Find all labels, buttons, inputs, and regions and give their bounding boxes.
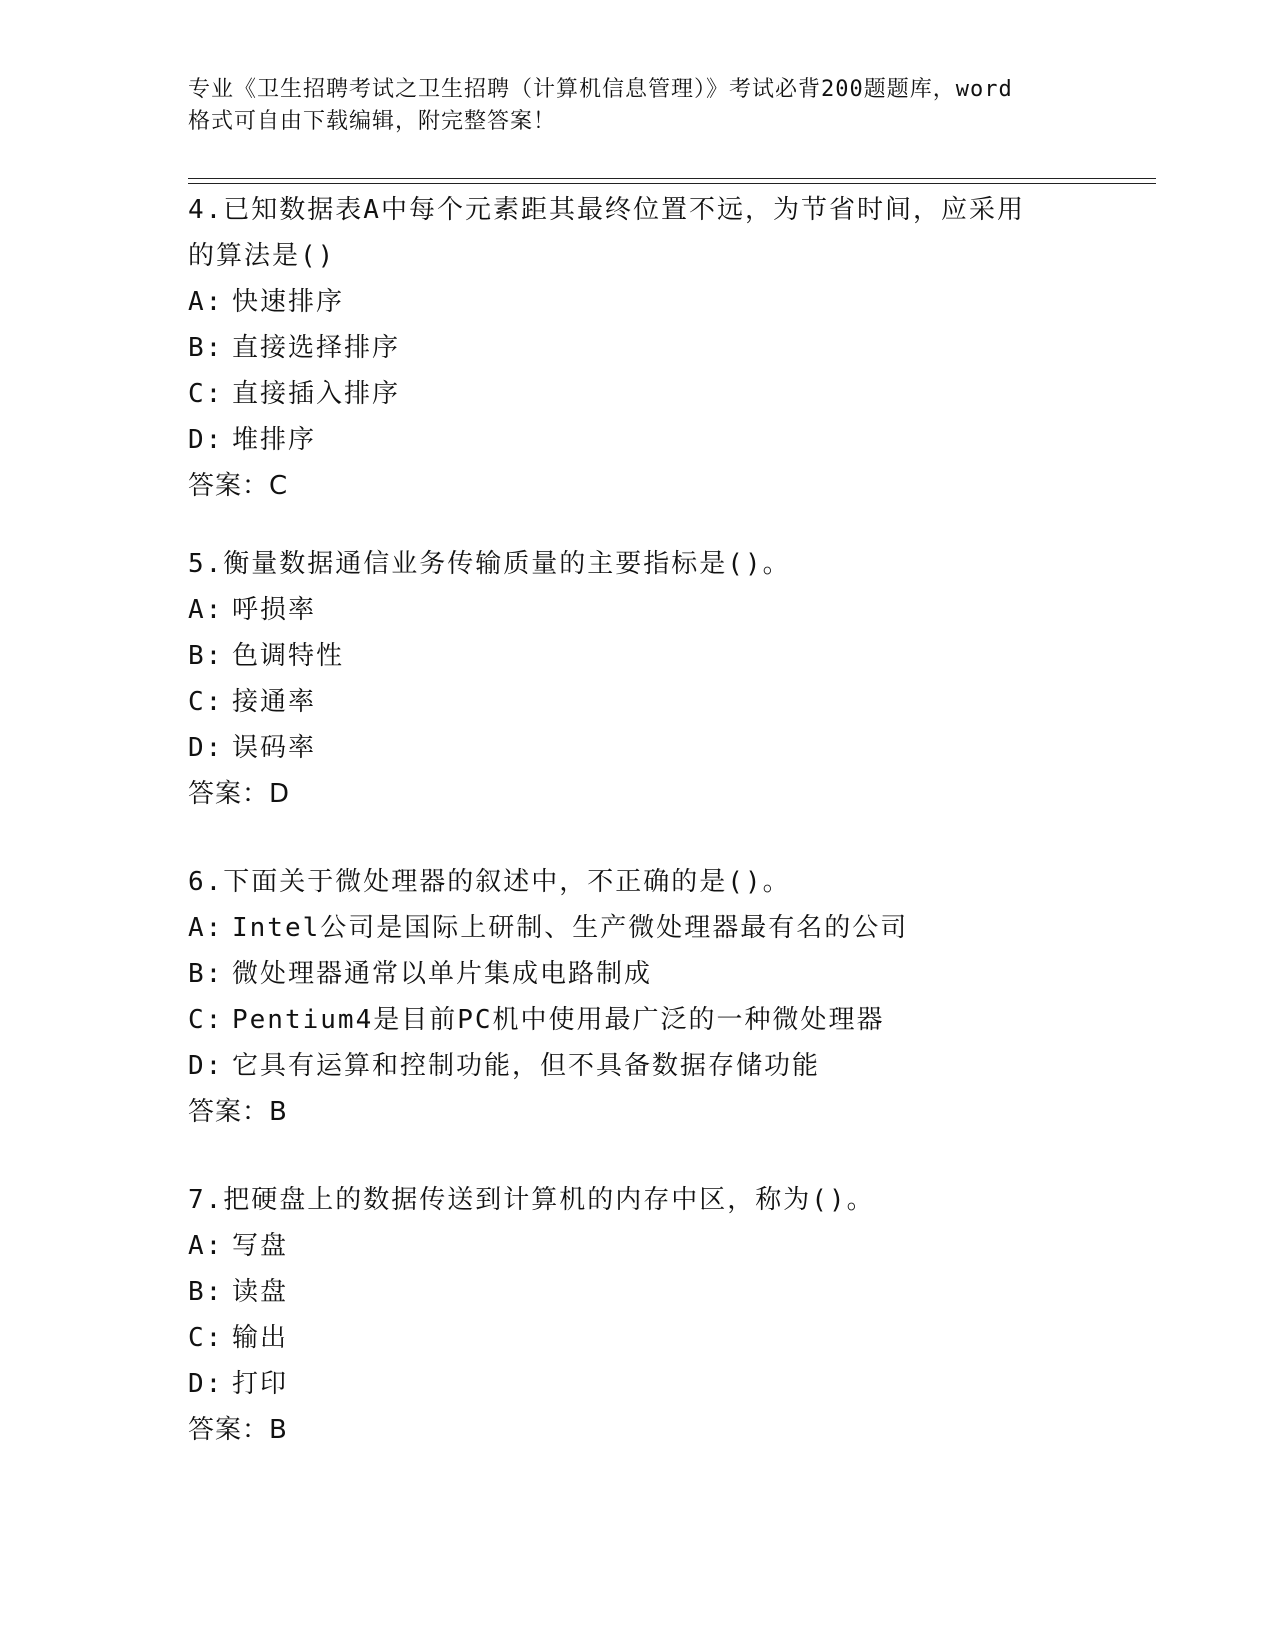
option-letter: B:: [188, 1277, 224, 1307]
option-text: 输出: [232, 1323, 289, 1353]
option-text: 快速排序: [232, 287, 345, 317]
answer-line: 答案：D: [188, 779, 291, 809]
question-block: [188, 541, 1088, 817]
option-c: [188, 997, 1088, 1043]
option-a: [188, 587, 1088, 633]
header-divider-bottom: [188, 183, 1156, 184]
question-stem-line: 6.下面关于微处理器的叙述中，不正确的是()。: [188, 867, 791, 897]
option-text: 直接插入排序: [232, 379, 401, 409]
option-letter: C:: [188, 379, 224, 409]
option-letter: A:: [188, 595, 224, 625]
option-letter: B:: [188, 959, 224, 989]
question-block: [188, 859, 1088, 1135]
option-d: [188, 725, 1088, 771]
answer-line: 答案：C: [188, 471, 289, 501]
option-letter: B:: [188, 641, 224, 671]
question-stem-line: 5.衡量数据通信业务传输质量的主要指标是()。: [188, 549, 791, 579]
question-stem-line: 的算法是(): [188, 241, 336, 271]
option-letter: D:: [188, 425, 224, 455]
option-b: [188, 1269, 1088, 1315]
option-b: [188, 633, 1088, 679]
option-letter: D:: [188, 733, 224, 763]
option-c: [188, 1315, 1088, 1361]
option-a: [188, 905, 1088, 951]
option-c: [188, 679, 1088, 725]
option-text: 接通率: [232, 687, 317, 717]
option-d: [188, 1361, 1088, 1407]
option-d: [188, 1043, 1088, 1089]
option-a: [188, 279, 1088, 325]
option-b: [188, 325, 1088, 371]
option-text: 直接选择排序: [232, 333, 401, 363]
option-text: 色调特性: [232, 641, 345, 671]
question-block: [188, 187, 1088, 509]
option-letter: D:: [188, 1051, 224, 1081]
option-letter: C:: [188, 687, 224, 717]
answer-line: 答案：B: [188, 1097, 288, 1127]
option-c: [188, 371, 1088, 417]
option-letter: D:: [188, 1369, 224, 1399]
option-text: 误码率: [232, 733, 317, 763]
header-divider-top: [188, 178, 1156, 179]
option-text: Pentium4是目前PC机中使用最广泛的一种微处理器: [232, 1005, 885, 1035]
option-letter: B:: [188, 333, 224, 363]
option-d: [188, 417, 1088, 463]
answer-line: 答案：B: [188, 1415, 288, 1445]
question-stem-line: 7.把硬盘上的数据传送到计算机的内存中区，称为()。: [188, 1185, 875, 1215]
document-header: [188, 74, 1088, 138]
option-text: 呼损率: [232, 595, 317, 625]
option-letter: C:: [188, 1005, 224, 1035]
option-text: 写盘: [232, 1231, 289, 1261]
option-letter: C:: [188, 1323, 224, 1353]
option-text: 微处理器通常以单片集成电路制成: [232, 959, 653, 989]
option-text: 打印: [232, 1369, 289, 1399]
option-text: 它具有运算和控制功能，但不具备数据存储功能: [232, 1051, 821, 1081]
option-a: [188, 1223, 1088, 1269]
option-text: 堆排序: [232, 425, 317, 455]
option-b: [188, 951, 1088, 997]
option-text: Intel公司是国际上研制、生产微处理器最有名的公司: [232, 913, 909, 943]
question-block: [188, 1177, 1088, 1453]
question-stem-line: 4.已知数据表A中每个元素距其最终位置不远，为节省时间，应采用: [188, 195, 1025, 225]
option-letter: A:: [188, 913, 224, 943]
option-letter: A:: [188, 287, 224, 317]
option-text: 读盘: [232, 1277, 289, 1307]
header-line-1: 专业《卫生招聘考试之卫生招聘（计算机信息管理）》考试必背200题题库，word: [188, 77, 1013, 102]
option-letter: A:: [188, 1231, 224, 1261]
header-line-2: 格式可自由下载编辑，附完整答案！: [188, 109, 557, 134]
